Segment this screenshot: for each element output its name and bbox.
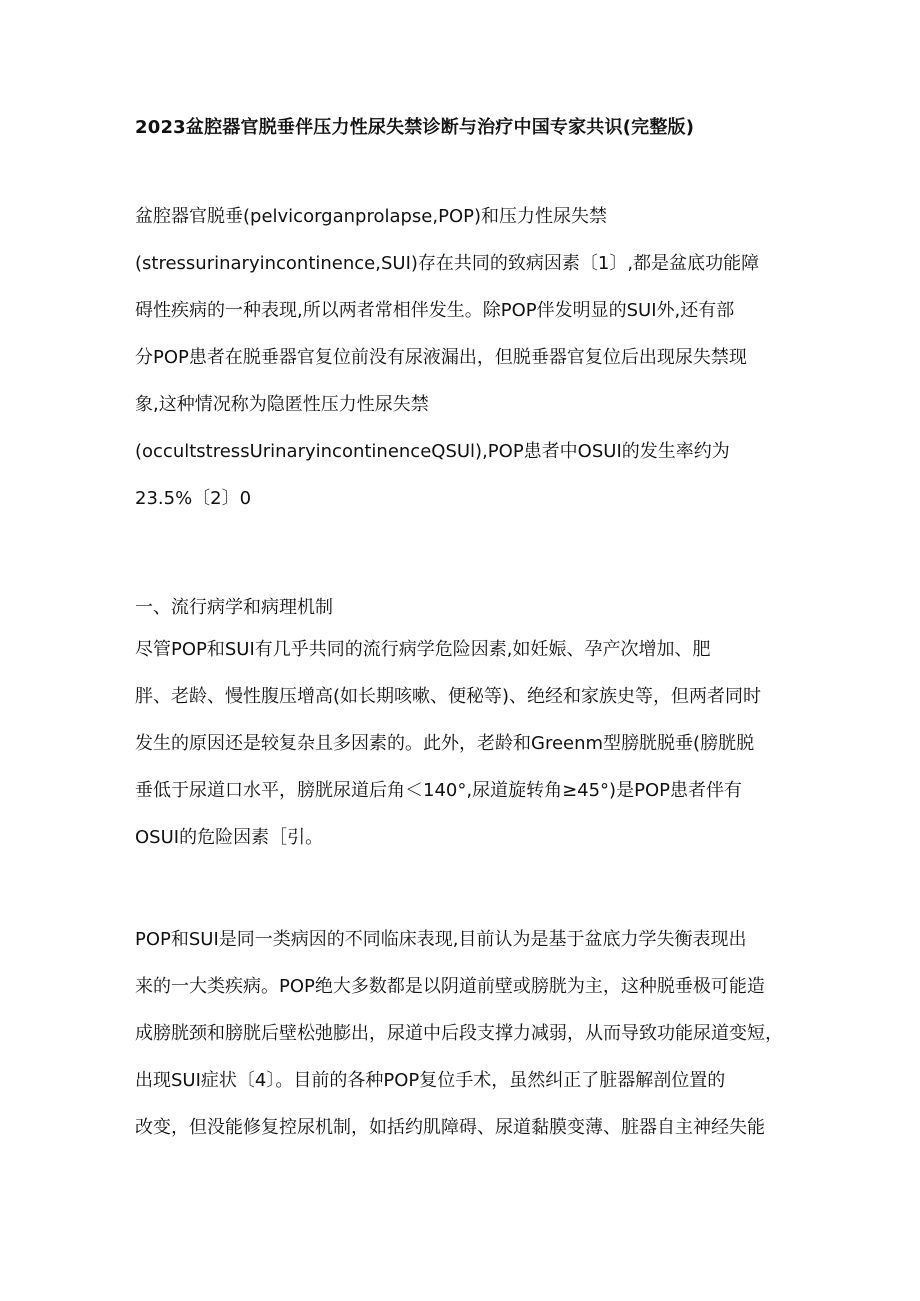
text-line: (stressurinaryincontinence,SUI)存在共同的致病因素〔1〕,都是盆底功能障 [135,253,760,274]
text-line: 分POP患者在脱垂器官复位前没有尿液漏出，但脱垂器官复位后出现尿失禁现 [135,347,747,368]
text-line: 垂低于尿道口水平，膀胱尿道后角＜140°,尿道旋转角≥45°)是POP患者伴有 [135,780,742,801]
paragraph-epidemiology [135,626,795,861]
text-line: 成膀胱颈和膀胱后壁松弛膨出，尿道中后段支撑力减弱，从而导致功能尿道变短， [135,1023,783,1044]
text-line: 来的一大类疾病。POP绝大多数都是以阴道前壁或膀胱为主，这种脱垂极可能造 [135,976,765,997]
text-line: 盆腔器官脱垂(pelvicorganprolapse,POP)和压力性尿失禁 [135,206,608,227]
text-line: 碍性疾病的一种表现,所以两者常相伴发生。除POP伴发明显的SUI外,还有部 [135,300,735,321]
document-title: 2023盆腔器官脱垂伴压力性尿失禁诊断与治疗中国专家共识(完整版) [135,117,695,138]
text-line: 尽管POP和SUI有几乎共同的流行病学危险因素,如妊娠、孕产次增加、肥 [135,639,711,660]
text-line: 发生的原因还是较复杂且多因素的。此外，老龄和Greenm型膀胱脱垂(膀胱脱 [135,733,755,754]
text-line: OSUI的危险因素［引。 [135,827,324,848]
text-line: (occultstressUrinaryincontinenceQSUl),POP患者中OSUI的发生率约为 [135,441,730,462]
text-line: 改变，但没能修复控尿机制，如括约肌障碍、尿道黏膜变薄、脏器自主神经失能 [135,1117,765,1138]
text-line: 胖、老龄、慢性腹压增高(如长期咳嗽、便秘等)、绝经和家族史等，但两者同时 [135,686,762,707]
paragraph-intro [135,193,795,522]
section-heading-epidemiology: 一、流行病学和病理机制 [135,597,333,618]
paragraph-mechanism [135,916,795,1151]
text-line: 象,这种情况称为隐匿性压力性尿失禁 [135,394,429,415]
text-line: 出现SUI症状〔4〕。目前的各种POP复位手术，虽然纠正了脏器解剖位置的 [135,1070,726,1091]
text-line: POP和SUI是同一类病因的不同临床表现,目前认为是基于盆底力学失衡表现出 [135,929,747,950]
text-line: 23.5%〔2〕0 [135,488,252,509]
